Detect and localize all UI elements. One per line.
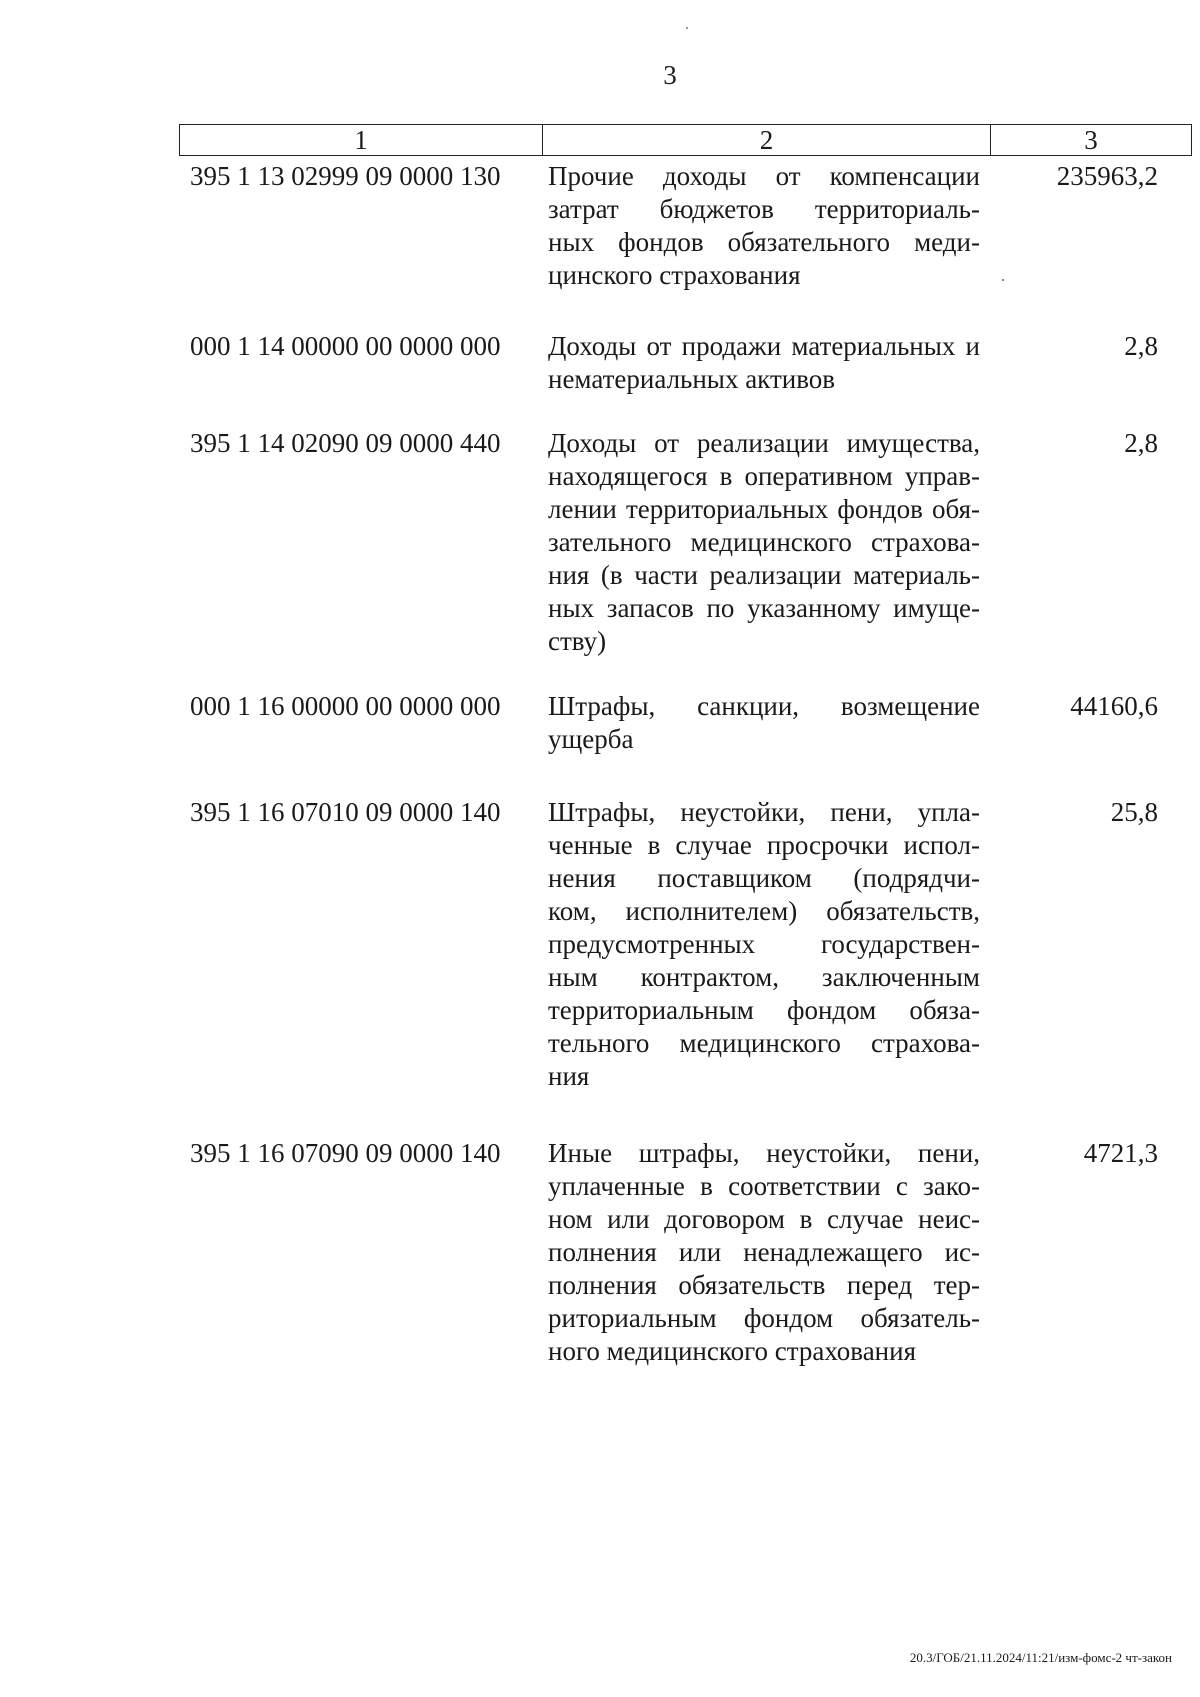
description-line: Штрафы, неустойки, пени, упла-	[548, 797, 980, 827]
budget-code: 395 1 13 02999 09 0000 130	[190, 161, 501, 191]
budget-code: 000 1 16 00000 00 0000 000	[190, 691, 501, 721]
description-line: ного медицинского страхования	[548, 1336, 916, 1366]
budget-code: 395 1 16 07010 09 0000 140	[190, 797, 501, 827]
description-line: ном или договором в случае неис-	[548, 1204, 980, 1234]
income-description	[548, 330, 980, 396]
budget-code: 395 1 14 02090 09 0000 440	[190, 428, 501, 458]
description-line: лении территориальных фондов обя-	[548, 494, 980, 524]
scan-speck	[686, 27, 688, 29]
income-description	[548, 427, 980, 658]
header-col-3: 3	[1084, 125, 1098, 155]
header-col-2: 2	[543, 125, 991, 155]
description-line: полнения или ненадлежащего ис-	[548, 1237, 980, 1267]
amount: 235963,2	[1056, 161, 1158, 191]
description-line: предусмотренных государствен-	[548, 929, 980, 959]
scan-speck	[1002, 279, 1004, 281]
header-col-1: 1	[180, 125, 543, 155]
page-number: 3	[663, 60, 677, 90]
amount: 44160,6	[1070, 691, 1158, 721]
description-line: риториальным фондом обязатель-	[548, 1303, 980, 1333]
description-line: ных фондов обязательного меди-	[548, 227, 980, 257]
table-header	[179, 124, 1192, 156]
description-line: нематериальных активов	[548, 364, 836, 394]
description-line: цинского страхования	[548, 260, 801, 290]
footer-stamp: 20.3/ГОБ/21.11.2024/11:21/изм-фомс-2 чт-закон	[909, 1650, 1172, 1665]
income-description	[548, 690, 980, 756]
description-line: Доходы от продажи материальных и	[548, 331, 980, 361]
description-line: зательного медицинского страхова-	[548, 527, 980, 557]
amount: 2,8	[1124, 428, 1158, 458]
description-line: территориальным фондом обяза-	[548, 995, 980, 1025]
description-line: ущерба	[548, 724, 634, 754]
income-description	[548, 796, 980, 1093]
budget-code: 395 1 16 07090 09 0000 140	[190, 1138, 501, 1168]
description-line: уплаченные в соответствии с зако-	[548, 1171, 980, 1201]
description-line: ченные в случае просрочки испол-	[548, 830, 980, 860]
description-line: ству)	[548, 626, 607, 656]
description-line: ных запасов по указанному имуще-	[548, 593, 980, 623]
amount: 2,8	[1124, 331, 1158, 361]
description-line: находящегося в оперативном управ-	[548, 461, 980, 491]
income-description	[548, 1137, 980, 1368]
amount: 25,8	[1110, 797, 1158, 827]
description-line: Иные штрафы, неустойки, пени,	[548, 1138, 980, 1168]
description-line: ния	[548, 1061, 590, 1091]
description-line: Штрафы, санкции, возмещение	[548, 691, 980, 721]
description-line: затрат бюджетов территориаль-	[548, 194, 980, 224]
description-line: Прочие доходы от компенсации	[548, 161, 980, 191]
income-description	[548, 160, 980, 292]
description-line: ком, исполнителем) обязательств,	[548, 896, 980, 926]
budget-code: 000 1 14 00000 00 0000 000	[190, 331, 501, 361]
description-line: нения поставщиком (подрядчи-	[548, 863, 980, 893]
description-line: ния (в части реализации материаль-	[548, 560, 980, 590]
description-line: ным контрактом, заключенным	[548, 962, 980, 992]
description-line: тельного медицинского страхова-	[548, 1028, 980, 1058]
description-line: полнения обязательств перед тер-	[548, 1270, 980, 1300]
amount: 4721,3	[1083, 1138, 1158, 1168]
description-line: Доходы от реализации имущества,	[548, 428, 980, 458]
